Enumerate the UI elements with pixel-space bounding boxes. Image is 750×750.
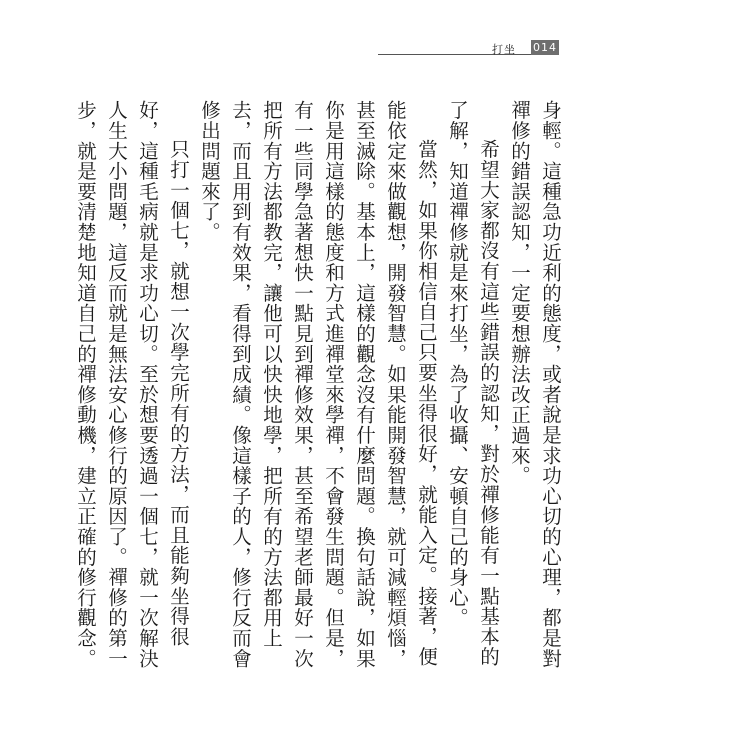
paragraph-3: 當然，如果你相信自己只要坐得很好，就能入定。接著，便能依定來做觀想，開發智慧。如果能開發智慧，就可減輕煩惱，甚至滅除。基本上，這樣的觀念沒有什麼問題。換句話說，如果你是用這樣的態度和方式進禪堂來學禪，不會發生問題。但是，有一些同學急著想快一點見到禪修效果，甚至希望老師最好一次把所有方法都教完，讓他可以快快地學，把所有的方法都用上去，而且用到有效果，看得到成績。像這樣子的人，修行反而會修出問題來了。 bbox=[198, 100, 438, 669]
vertical-body-text bbox=[74, 100, 566, 680]
paragraph-1: 身輕。這種急功近利的態度，或者說是求功心切的心理，都是對禪修的錯誤認知，一定要想辦法改正過來。 bbox=[508, 100, 562, 669]
paragraph-4: 只打一個七，就想一次學完所有的方法，而且能夠坐得很好，這種毛病就是求功心切。至於想要透過一個七，就一次解決人生大小問題，這反而就是無法安心修行的原因了。禪修的第一步，就是要清楚地知道自己的禪修動機，建立正確的修行觀念。 bbox=[74, 100, 190, 669]
page-number-badge: 014 bbox=[533, 41, 557, 54]
paragraph-2: 希望大家都沒有這些錯誤的認知，對於禪修能有一點基本的了解，知道禪修就是來打坐，為了收攝、安頓自己的身心。 bbox=[446, 100, 500, 667]
running-header-title: 打坐 bbox=[492, 43, 516, 56]
